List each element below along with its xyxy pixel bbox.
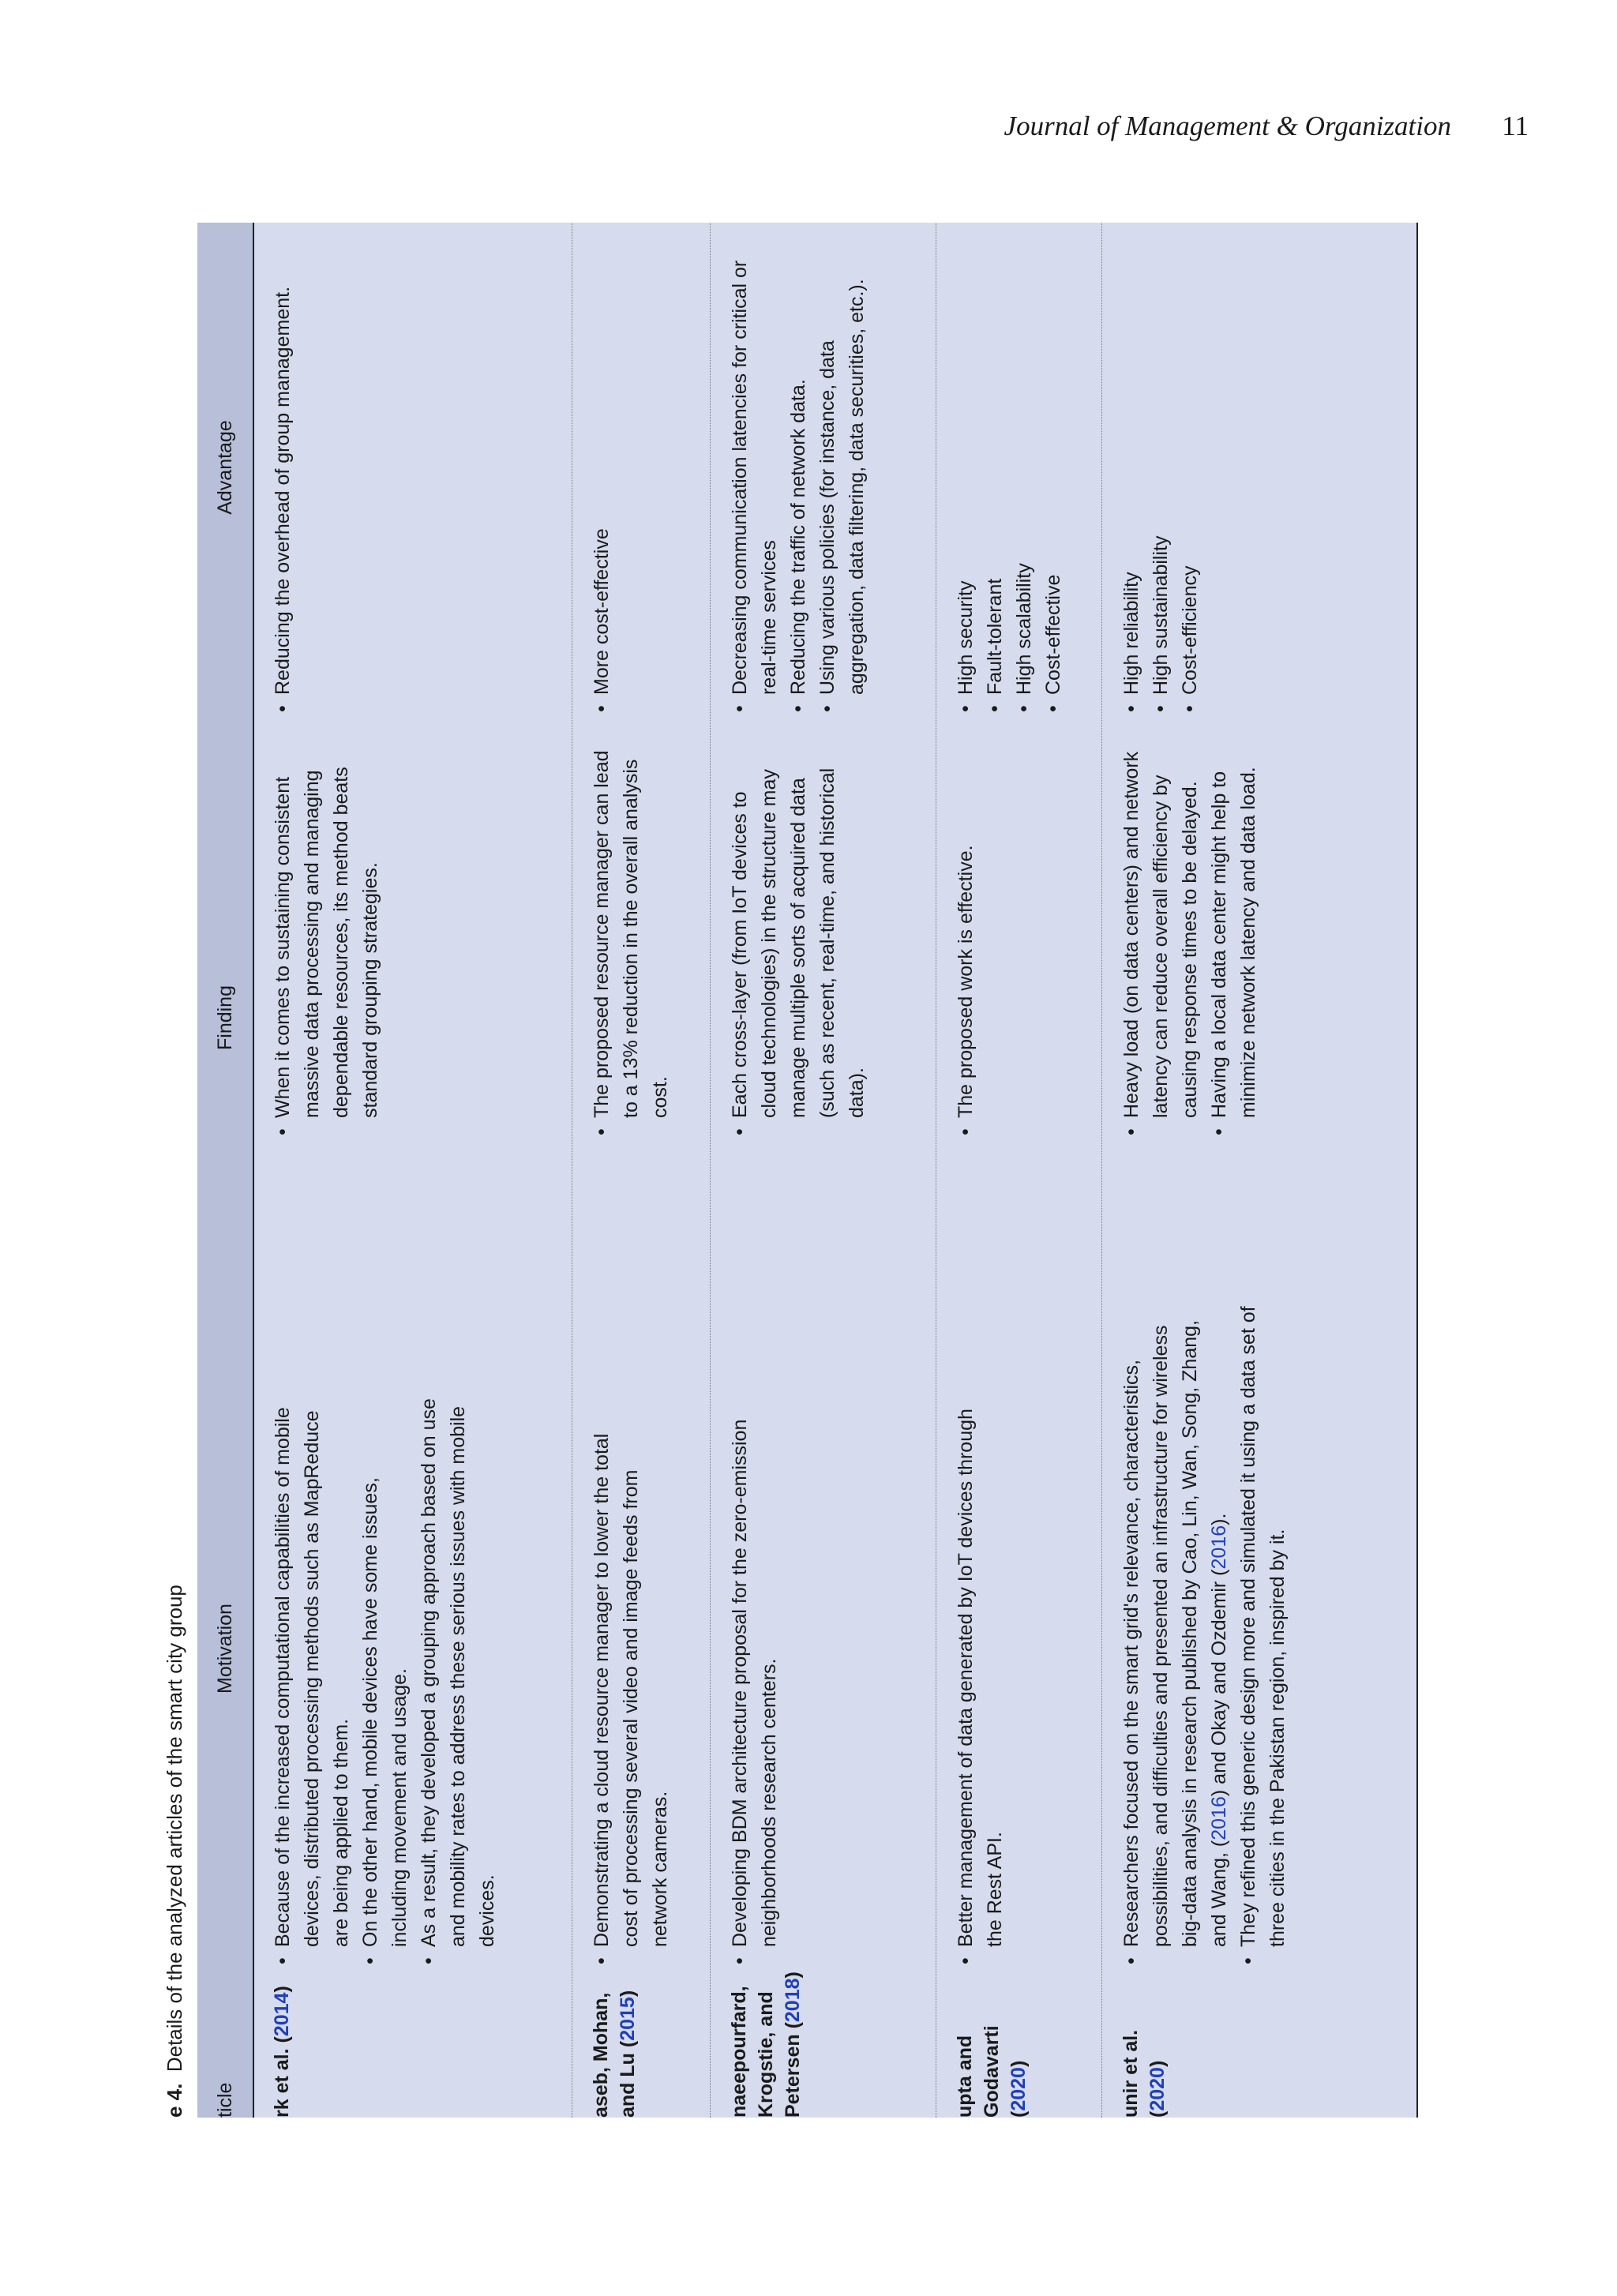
list-item: • Better management of data generated by IoT devices through the Rest API.: [951, 1396, 1010, 1964]
list-item: • Reducing the overhead of group management.: [268, 238, 298, 712]
list-item: • Developing BDM architecture proposal for the zero-emission neighborhoods research centers.: [726, 1396, 784, 1964]
list-item: • The proposed work is effective.: [951, 741, 981, 1135]
list-item: • Because of the increased computational capabilities of mobile devices, distributed processing methods such as MapReduce are being applied to them.: [268, 1396, 356, 1964]
advantage-cell: [726, 238, 872, 712]
list-item: • They refined this generic design more and simulated it using a data set of three cities in the Pakistan region, inspired by it.: [1234, 1301, 1292, 1964]
article-cell: upta and Godavarti (2020): [954, 2025, 1030, 2118]
list-item: • More cost-effective: [587, 238, 617, 712]
finding-cell: [587, 741, 675, 1135]
col-header-article: ticle: [214, 2082, 236, 2118]
list-item: • Researchers focused on the smart grid's relevance, characteristics, possibilities, and difficulties and presented an infrastructure for wireless big-data analysis in research published by Cao, Lin, Wan, Song, Zhang, and Wang, (2016) and Okay and Ozdemir (2016).: [1117, 1301, 1234, 1964]
rotated-table-wrapper: [197, 223, 1416, 2118]
citation-link[interactable]: 2016: [1208, 1525, 1230, 1570]
list-item: • Demonstrating a cloud resource manager to lower the total cost of processing several video and image feeds from network cameras.: [587, 1396, 675, 1964]
table-header-row: [197, 223, 254, 2118]
article-year-link[interactable]: 2014: [271, 1992, 293, 2037]
advantage-cell: [1117, 238, 1205, 712]
list-item: • Decreasing communication latencies for critical or real-time services: [726, 238, 784, 712]
list-item: • Having a local data center might help to minimize network latency and data load.: [1205, 741, 1263, 1135]
motivation-cell: [1117, 1301, 1292, 1964]
list-item: • Reducing the traffic of network data.: [784, 238, 813, 712]
table-caption-text: Details of the analyzed articles of the smart city group: [163, 1585, 186, 2073]
finding-cell: [268, 741, 385, 1135]
article-cell: naeepourfard, Krogstie, and Petersen (2018): [728, 1971, 804, 2118]
col-header-motivation: Motivation: [214, 1604, 236, 1694]
finding-cell: [726, 741, 872, 1135]
list-item: • Fault-tolerant: [981, 238, 1010, 712]
list-item: • Heavy load (on data centers) and network latency can reduce overall efficiency by causing response times to be delayed.: [1117, 741, 1205, 1135]
motivation-cell: [587, 1396, 675, 1964]
list-item: • Each cross-layer (from IoT devices to cloud technologies) in the structure may manage multiple sorts of acquired data (such as recent, real-time, and historical data).: [726, 741, 872, 1135]
article-year-link[interactable]: 2020: [1146, 2067, 1169, 2111]
article-authors: unir et al.: [1120, 2029, 1142, 2118]
article-year-link[interactable]: 2018: [782, 1978, 804, 2023]
list-item: • Using various policies (for instance, data aggregation, data filtering, data securities, etc.).: [813, 238, 872, 712]
advantage-cell: [951, 238, 1068, 712]
page-number: 11: [1502, 111, 1529, 141]
list-item: • Cost-effective: [1039, 238, 1068, 712]
motivation-cell: [268, 1396, 502, 1964]
finding-cell: [1117, 741, 1263, 1135]
list-item: • High reliability: [1117, 238, 1146, 712]
motivation-cell: [951, 1396, 1010, 1964]
article-authors: upta and Godavarti: [954, 2025, 1003, 2118]
article-cell: unir et al. (2020): [1120, 2029, 1169, 2118]
col-header-advantage: Advantage: [214, 420, 236, 515]
article-year-link[interactable]: 2015: [617, 1997, 639, 2041]
article-year-link[interactable]: 2020: [1007, 2067, 1030, 2111]
list-item: • When it comes to sustaining consistent massive data processing and managing dependable resources, its method beats standard grouping strategies.: [268, 741, 385, 1135]
table-row: [253, 223, 572, 2118]
article-authors: rk et al.: [271, 2048, 293, 2118]
smart-city-table: [197, 223, 1418, 2118]
list-item: • High scalability: [1010, 238, 1039, 712]
finding-cell: [951, 741, 981, 1135]
advantage-cell: [268, 238, 298, 712]
motivation-cell: [726, 1396, 784, 1964]
citation-link[interactable]: 2016: [1208, 1796, 1230, 1840]
article-cell: aseb, Mohan, and Lu (2015): [590, 1990, 639, 2118]
list-item: • On the other hand, mobile devices have some issues, including movement and usage.: [356, 1396, 415, 1964]
col-header-finding: Finding: [214, 985, 236, 1050]
table-row: [710, 223, 936, 2118]
table-row: [1101, 223, 1415, 2118]
table-label: e 4.: [163, 2083, 186, 2118]
table-row: [572, 223, 710, 2118]
list-item: • The proposed resource manager can lead to a 13% reduction in the overall analysis cost.: [587, 741, 675, 1135]
table-caption: [156, 1407, 193, 2118]
article-cell: rk et al. (2014): [271, 1986, 293, 2118]
article-authors: naeepourfard, Krogstie, and Petersen: [728, 1986, 804, 2118]
journal-running-head: Journal of Management & Organization: [1004, 111, 1451, 141]
table-row: [936, 223, 1101, 2118]
list-item: • Cost-efficiency: [1176, 238, 1205, 712]
list-item: • As a result, they developed a grouping approach based on use and mobility rates to address these serious issues with mobile devices.: [415, 1396, 502, 1964]
advantage-cell: [587, 238, 617, 712]
list-item: • High sustainability: [1146, 238, 1176, 712]
list-item: • High security: [951, 238, 981, 712]
article-authors: aseb, Mohan, and Lu: [590, 1992, 639, 2118]
